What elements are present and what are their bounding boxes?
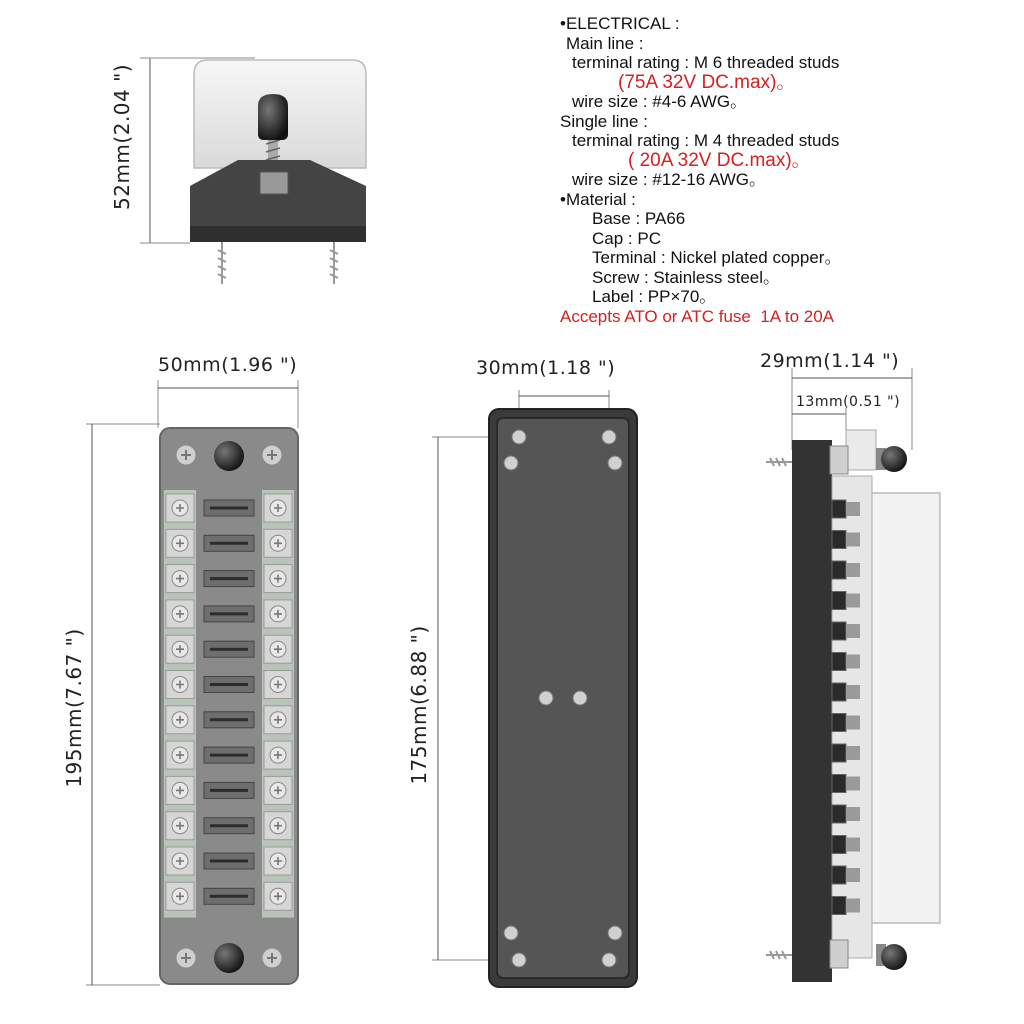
single-wire-size: wire size : #12-16 AWG。: [572, 170, 766, 189]
material-cap: Cap : PC: [592, 228, 661, 248]
side-terminal: [832, 744, 846, 762]
material-screw: Screw : Stainless steel。: [592, 267, 781, 287]
main-wire-size: wire size : #4-6 AWG。: [572, 92, 748, 111]
back-view: [432, 390, 637, 987]
side-profile-view: [766, 368, 940, 982]
side-terminal: [832, 805, 846, 823]
back-length-label: 175mm(6.88 "): [407, 625, 431, 785]
front-length-label: 195mm(7.67 "): [62, 628, 86, 788]
side-terminal: [832, 592, 846, 610]
material-base: Base : PA66: [592, 209, 686, 228]
side-terminal: [832, 561, 846, 579]
side-terminal: [832, 866, 846, 884]
side-terminal: [832, 531, 846, 549]
back-stud-spacing-label: 30mm(1.18 "): [476, 357, 616, 379]
fuse-note: Accepts ATO or ATC fuse 1A to 20A: [560, 306, 835, 326]
electrical-heading: •ELECTRICAL :: [560, 14, 680, 33]
side-terminal: [832, 683, 846, 701]
side-terminal: [832, 500, 846, 518]
material-heading: •Material :: [560, 189, 636, 209]
single-terminal-rating: terminal rating : M 4 threaded studs: [572, 131, 840, 150]
height-dimension-label: 52mm(2.04 "): [110, 63, 134, 210]
side-terminal: [832, 653, 846, 671]
side-terminal: [832, 622, 846, 640]
side-elevation-view: [140, 58, 366, 284]
side-depth-label: 29mm(1.14 "): [760, 350, 900, 372]
main-line-label: Main line :: [566, 33, 644, 53]
side-terminal: [832, 714, 846, 732]
material-terminal: Terminal : Nickel plated copper。: [592, 248, 842, 267]
main-rating: (75A 32V DC.max)。: [618, 71, 796, 93]
front-width-label: 50mm(1.96 "): [158, 354, 298, 376]
side-terminal: [832, 897, 846, 915]
material-label: Label : PP×70。: [592, 287, 717, 306]
side-terminal: [832, 775, 846, 793]
stud-height-label: 13mm(0.51 "): [796, 394, 901, 410]
single-rating: ( 20A 32V DC.max)。: [628, 149, 811, 171]
front-view: [86, 380, 298, 985]
side-terminal: [832, 836, 846, 854]
single-line-label: Single line :: [560, 111, 648, 131]
main-terminal-rating: terminal rating : M 6 threaded studs: [572, 53, 840, 72]
